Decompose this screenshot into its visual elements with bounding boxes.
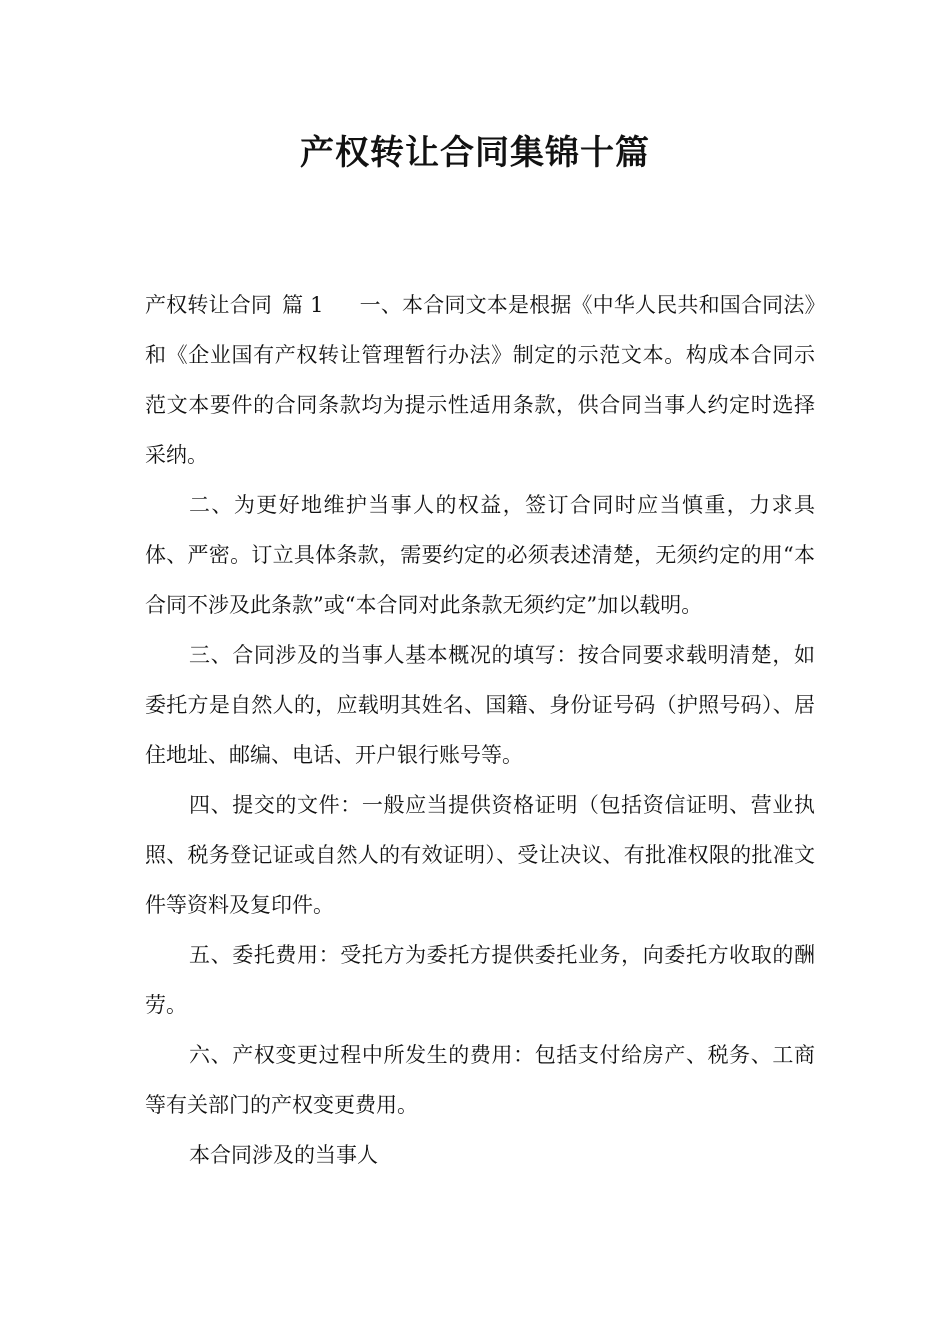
document-title: 产权转让合同集锦十篇	[300, 133, 650, 173]
paragraph-6: 六、产权变更过程中所发生的费用：包括支付给房产、税务、工商等有关部门的产权变更费用。	[145, 1043, 815, 1117]
document-body	[145, 280, 815, 1180]
paragraph-3: 三、合同涉及的当事人基本概况的填写：按合同要求载明清楚，如委托方是自然人的，应载明其姓名、国籍、身份证号码（护照号码）、居住地址、邮编、电话、开户银行账号等。	[145, 643, 815, 767]
paragraph-1-text: 一、本合同文本是根据《中华人民共和国合同法》和《企业国有产权转让管理暂行办法》制定的示范文本。构成本合同示范文本要件的合同条款均为提示性适用条款，供合同当事人约定时选择采纳。	[145, 293, 815, 467]
paragraph-4: 四、提交的文件：一般应当提供资格证明（包括资信证明、营业执照、税务登记证或自然人的有效证明）、受让决议、有批准权限的批准文件等资料及复印件。	[145, 793, 815, 917]
section-heading: 产权转让合同	[145, 293, 273, 317]
section-tag: 篇 1	[282, 293, 324, 317]
paragraph-1	[145, 280, 815, 480]
paragraph-5: 五、委托费用：受托方为委托方提供委托业务，向委托方收取的酬劳。	[145, 943, 815, 1017]
paragraph-7: 本合同涉及的当事人	[189, 1143, 378, 1167]
paragraph-2: 二、为更好地维护当事人的权益，签订合同时应当慎重，力求具体、严密。订立具体条款，需要约定的必须表述清楚，无须约定的用“本合同不涉及此条款”或“本合同对此条款无须约定”加以载明。	[145, 493, 815, 617]
